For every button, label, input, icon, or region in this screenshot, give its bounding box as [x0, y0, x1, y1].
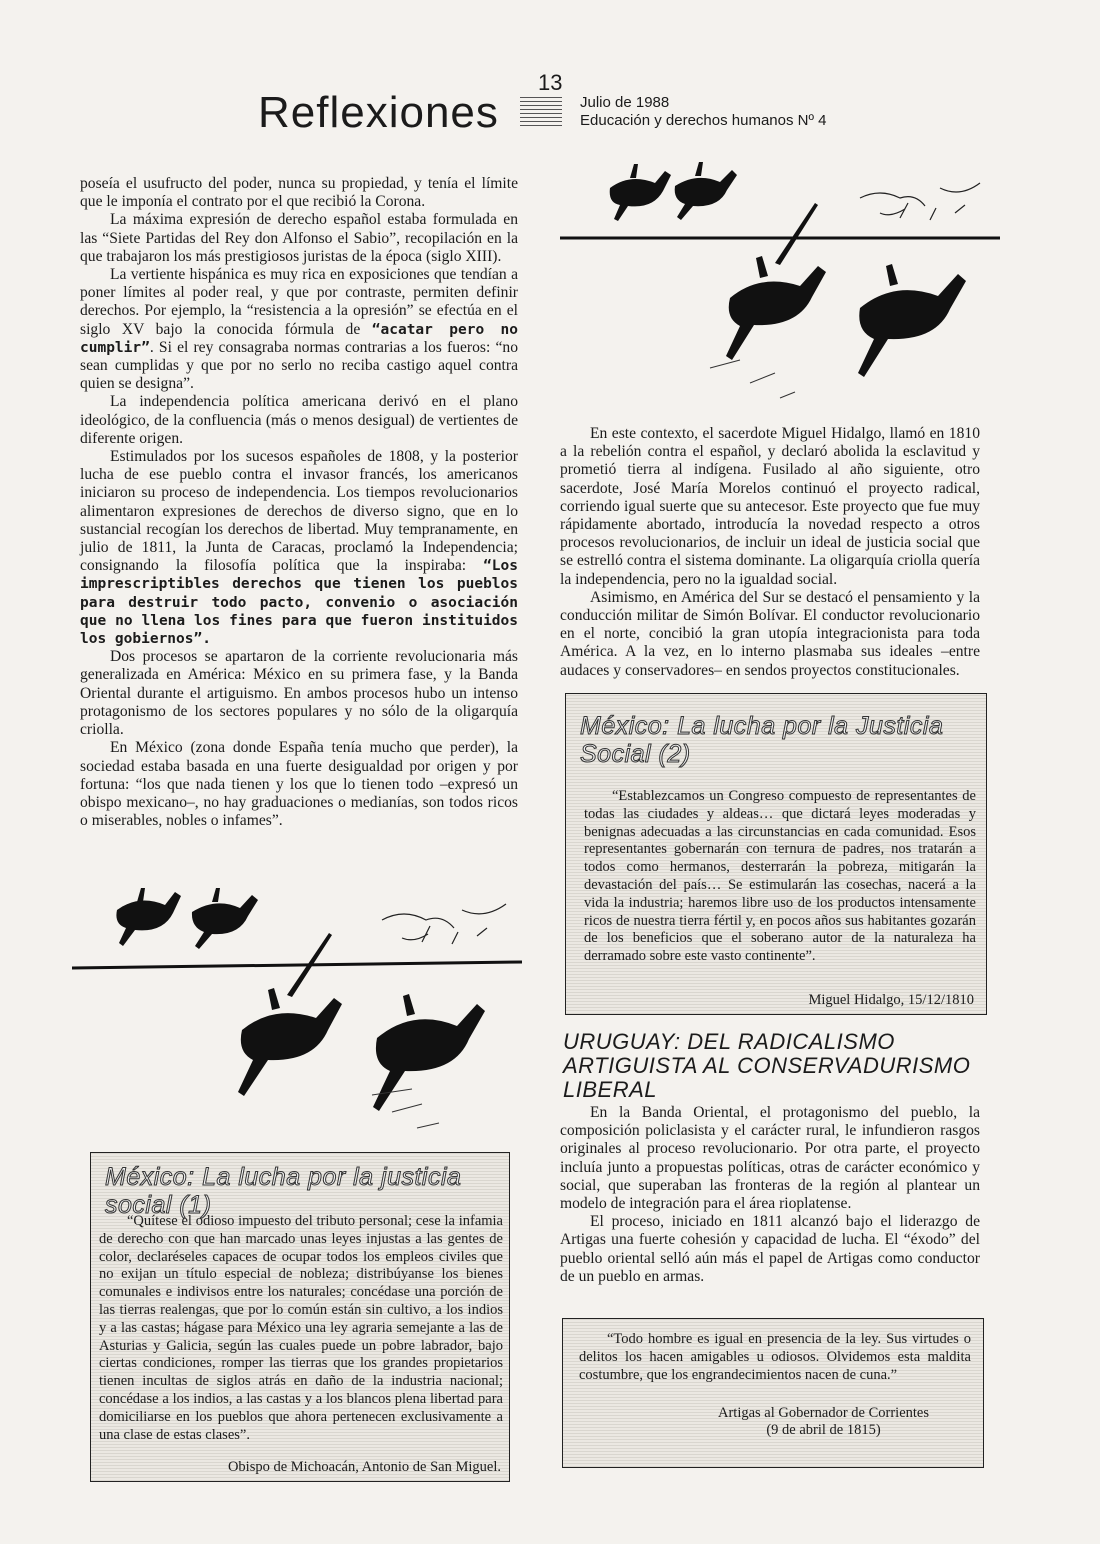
paragraph: poseía el usufructo del poder, nunca su propiedad, y tenía el límite que le imponía el contrato por el que recibió la Corona. — [80, 175, 518, 211]
quote-box-mexico-2 — [565, 693, 987, 1015]
box-title: México: La lucha por la justicia social (1) — [105, 1163, 462, 1219]
hatch-logo-icon — [520, 96, 562, 126]
box-title: México: La lucha por la Justicia Social (2) — [580, 712, 944, 768]
section-heading-uruguay: URUGUAY: DEL RADICALISMO ARTIGUISTA AL CONSERVADURISMO LIBERAL — [563, 1029, 971, 1102]
paragraph: Dos procesos se apartaron de la corriente revolucionaria más generalizada en América: México en su primera fase, y la Banda Oriental durante el artiguismo. En ambos procesos hubo un intenso protagonismo de los sectores populares y no sólo de la oligarquía criolla. — [80, 648, 518, 739]
signature-line: Artigas al Gobernador de Corrientes — [718, 1405, 929, 1421]
publication-name: Educación y derechos humanos Nº 4 — [580, 112, 827, 129]
paragraph: En México (zona donde España tenía mucho que perder), la sociedad estaba basada en una fuerte desigualdad por origen y por fortuna: “los que nada tienen y los que lo tienen todo –expresó un obispo mexicano–, no hay graduaciones o medianías, son todos ricos o miserables, nobles o infames”. — [80, 739, 518, 830]
issue-date: Julio de 1988 — [580, 94, 670, 111]
horsemen-illustration-bottom — [72, 880, 522, 1140]
page-header — [250, 70, 900, 140]
quote-box-artigas — [562, 1318, 984, 1468]
horsemen-illustration-top — [560, 158, 1000, 418]
uruguay-text — [560, 1104, 980, 1286]
paragraph — [80, 448, 518, 648]
quote-box-mexico-1 — [90, 1152, 510, 1482]
paragraph: En este contexto, el sacerdote Miguel Hidalgo, llamó en 1810 a la rebelión contra el español, y declaró abolida la esclavitud y prometió tierra al indígena. Fusilado al año siguiente, otro sacerdote, José María Morelos continuó el proyecto radical, corriendo igual suerte que su antecesor. Este proyecto que fue muy rápidamente abortado, introducía la novedad respecto a otros procesos revolucionarios, de incluir un ideal de justicia social que se estrelló contra el sistema dominante. La oligarquía criolla quería la independencia, pero no la igualdad social. — [560, 425, 980, 588]
box-quote: “Quítese el odioso impuesto del tributo personal; cese la infamia de derecho con que han marcado unas leyes injustas a las gentes de color, declaréseles capaces de ocupar todos los empleos civiles que no exijan un título especial de nobleza; distribúyanse los bienes comunales e indivisos entre los naturales; concédase una porción de las tierras realengas, que por lo común están sin cultivo, a los indios y a las castas; hágase para México una ley agraria semejante a las de Asturias y Galicia, según las cuales puede un pobre labrador, bajo ciertas condiciones, romper las tierras que los grandes propietarios tienen incultas de siglos atrás en daño de la industria nacional; concédase a los indios, a las castas y a los blancos plena libertad para domiciliarse en los pueblos que ahora pertenecen exclusivamente a una clase de estas clases”. — [99, 1213, 503, 1443]
section-title: Reflexiones — [258, 88, 499, 137]
page-number: 13 — [538, 70, 563, 95]
paragraph: La independencia política americana derivó en el plano ideológico, de la confluencia (más o menos desigual) de vertientes de diferente origen. — [80, 393, 518, 447]
emphasis-quote: “Los imprescriptibles derechos que tienen los pueblos para destruir todo pacto, convenio o asociación que no llena los fines para que fueron instituidos los gobiernos”. — [80, 558, 518, 648]
signature-line: (9 de abril de 1815) — [766, 1422, 881, 1438]
box-signature — [718, 1405, 929, 1439]
box-signature: Miguel Hidalgo, 15/12/1810 — [808, 992, 974, 1008]
paragraph-text: Estimulados por los sucesos españoles de 1808, y la posterior lucha de ese pueblo contra el invasor francés, los americanos iniciaron su proceso de independencia. Los tiempos revolucionarios alimentaron expresiones de derechos de diverso signo, que en lo sustancial recogían los derechos de libertad. Muy tempranamente, en julio de 1811, la Junta de Caracas, proclamó la Independencia; consignando la filosofía política que la inspiraba: — [80, 448, 518, 575]
paragraph: Asimismo, en América del Sur se destacó el pensamiento y la conducción militar de Simón Bolívar. El conductor revolucionario en el norte, concibió la gran utopía integracionista para toda América. A la vez, en lo interno plasmaba sus ideales –entre audaces y conservadores– en sendos proyectos constitucionales. — [560, 588, 980, 679]
paragraph-text: . Si el rey consagraba normas contrarias a los fueros: “no sean cumplidas y que por no serlo no reciba castigo aquel contra quien se designa”. — [80, 338, 518, 393]
box-quote: “Establezcamos un Congreso compuesto de representantes de todas las ciudades y aldeas… que dictará leyes moderadas y benignas adecuadas a las circunstancias en cada comunidad. Esos representantes gobernarán con ternura de padres, nos tratarán a todos como hermanos, desterrarán la pobreza, mitigarán la devastación del país… Se estimularán las cosechas, nacerá a la vida la industria; haremos libre uso de los productos intensamente ricos de nuestra tierra fértil y, en pocos años sus habitantes gozarán de los beneficios que el soberano autor de la naturaleza ha derramado sobre este vasto continente”. — [584, 788, 976, 965]
paragraph — [80, 266, 518, 393]
right-column — [560, 425, 980, 680]
paragraph: En la Banda Oriental, el protagonismo del pueblo, la composición policlasista y el carácter rural, le infundieron rasgos originales al proceso revolucionario. Por otra parte, el proyecto incluía junto a propuestas políticas, otras de carácter económico y social, que superaban las fronteras de la región al plantear un modelo de integración para el área rioplatense. — [560, 1104, 980, 1213]
emphasis-text: “acatar pero no cumplir” — [80, 321, 518, 356]
box-signature: Obispo de Michoacán, Antonio de San Miguel. — [227, 1459, 501, 1475]
left-column — [80, 175, 518, 830]
paragraph-text: La vertiente hispánica es muy rica en exposiciones que tendían a poner límites al poder real, y que por contraste, permiten definir derechos. Por ejemplo, la “resistencia a la opresión” se efectúa en el siglo XV bajo la conocida fórmula de — [80, 266, 518, 338]
paragraph: La máxima expresión de derecho español estaba formulada en las “Siete Partidas del Rey don Alfonso el Sabio”, recopilación en la que trabajaron los más prestigiosos juristas de la época (siglo XIII). — [80, 211, 518, 265]
box-quote: “Todo hombre es igual en presencia de la ley. Sus virtudes o delitos los hacen amigables u odiosos. Olvidemos esta maldita costumbre, que los engrandecimientos nacen de cuna.” — [579, 1331, 971, 1383]
paragraph: El proceso, iniciado en 1811 alcanzó bajo el liderazgo de Artigas una fuerte cohesión y capacidad de lucha. El “éxodo” del pueblo oriental selló aún más el papel de Artigas como conductor de un pueblo en armas. — [560, 1213, 980, 1285]
